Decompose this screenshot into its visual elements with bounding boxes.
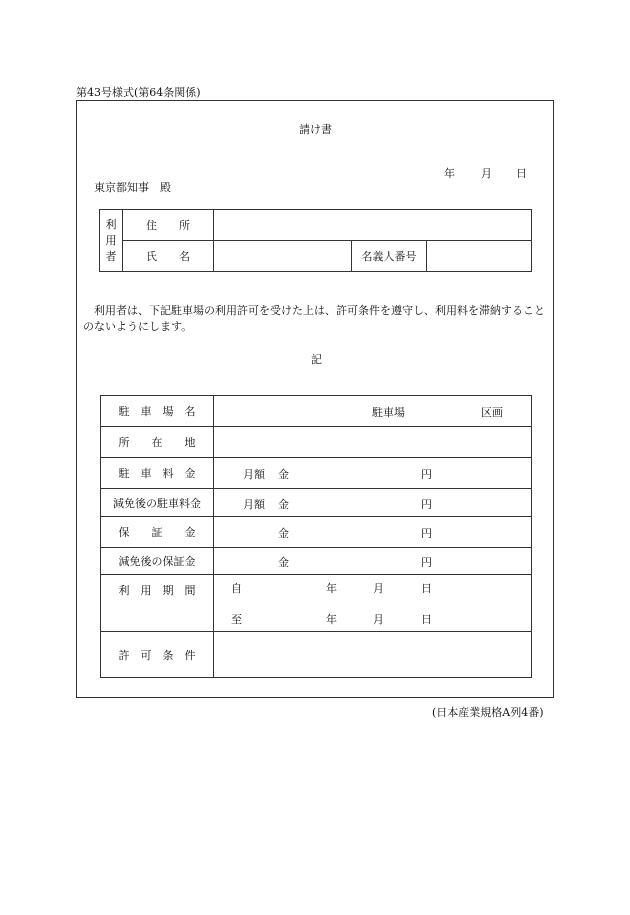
parking-suffix: 駐車場 — [372, 406, 405, 419]
address-label: 住 所 — [123, 210, 214, 241]
fee-yen: 円 — [421, 468, 432, 481]
reduced-deposit-yen: 円 — [421, 556, 432, 569]
period-from-day: 日 — [421, 582, 432, 595]
location-field[interactable] — [214, 427, 532, 458]
reduced-deposit-kin: 金 — [278, 556, 289, 569]
fee-kin: 金 — [278, 468, 289, 481]
conditions-label: 許 可 条 件 — [101, 632, 214, 678]
reduced-fee-yen: 円 — [421, 498, 432, 511]
paper-size-note: (日本産業規格A列4番) — [432, 706, 544, 719]
conditions-field[interactable] — [214, 632, 532, 678]
section-suffix: 区画 — [481, 406, 503, 419]
date-year: 年 — [444, 167, 455, 180]
reduced-fee-monthly: 月額 — [243, 498, 265, 511]
name-field[interactable] — [214, 241, 352, 272]
deposit-kin: 金 — [278, 527, 289, 540]
date-month: 月 — [481, 167, 492, 180]
reduced-deposit-label: 減免後の保証金 — [101, 548, 214, 575]
registry-number-field[interactable] — [427, 241, 532, 272]
period-to-year: 年 — [326, 613, 337, 626]
name-label: 氏 名 — [123, 241, 214, 272]
fee-label: 駐 車 料 金 — [101, 458, 214, 489]
body-text: 利用者は、下記駐車場の利用許可を受けた上は、許可条件を遵守し、利用料を滞納することのないようにします。 — [83, 304, 545, 333]
deposit-label: 保 証 金 — [101, 517, 214, 548]
period-to: 至 — [231, 613, 242, 626]
location-label: 所 在 地 — [101, 427, 214, 458]
period-from: 自 — [231, 582, 242, 595]
ki-label: 記 — [311, 353, 322, 366]
period-to-day: 日 — [421, 613, 432, 626]
user-table — [99, 209, 532, 272]
period-from-month: 月 — [373, 582, 384, 595]
period-to-month: 月 — [373, 613, 384, 626]
user-side-label: 利 用 者 — [100, 210, 123, 272]
form-number: 第43号様式(第64条関係) — [76, 86, 201, 99]
registry-number-label: 名義人番号 — [352, 241, 427, 272]
reduced-fee-kin: 金 — [278, 498, 289, 511]
deposit-field[interactable] — [214, 517, 532, 548]
addressee: 東京都知事 殿 — [94, 181, 171, 194]
reduced-fee-label: 減免後の駐車料金 — [101, 489, 214, 517]
date-day: 日 — [516, 167, 527, 180]
period-label: 利 用 期 間 — [101, 575, 214, 632]
period-from-year: 年 — [326, 582, 337, 595]
deposit-yen: 円 — [421, 527, 432, 540]
address-field[interactable] — [214, 210, 532, 241]
document-title: 請け書 — [299, 123, 332, 136]
details-table — [100, 395, 532, 678]
reduced-deposit-field[interactable] — [214, 548, 532, 575]
fee-monthly: 月額 — [243, 468, 265, 481]
parking-name-label: 駐 車 場 名 — [101, 396, 214, 427]
